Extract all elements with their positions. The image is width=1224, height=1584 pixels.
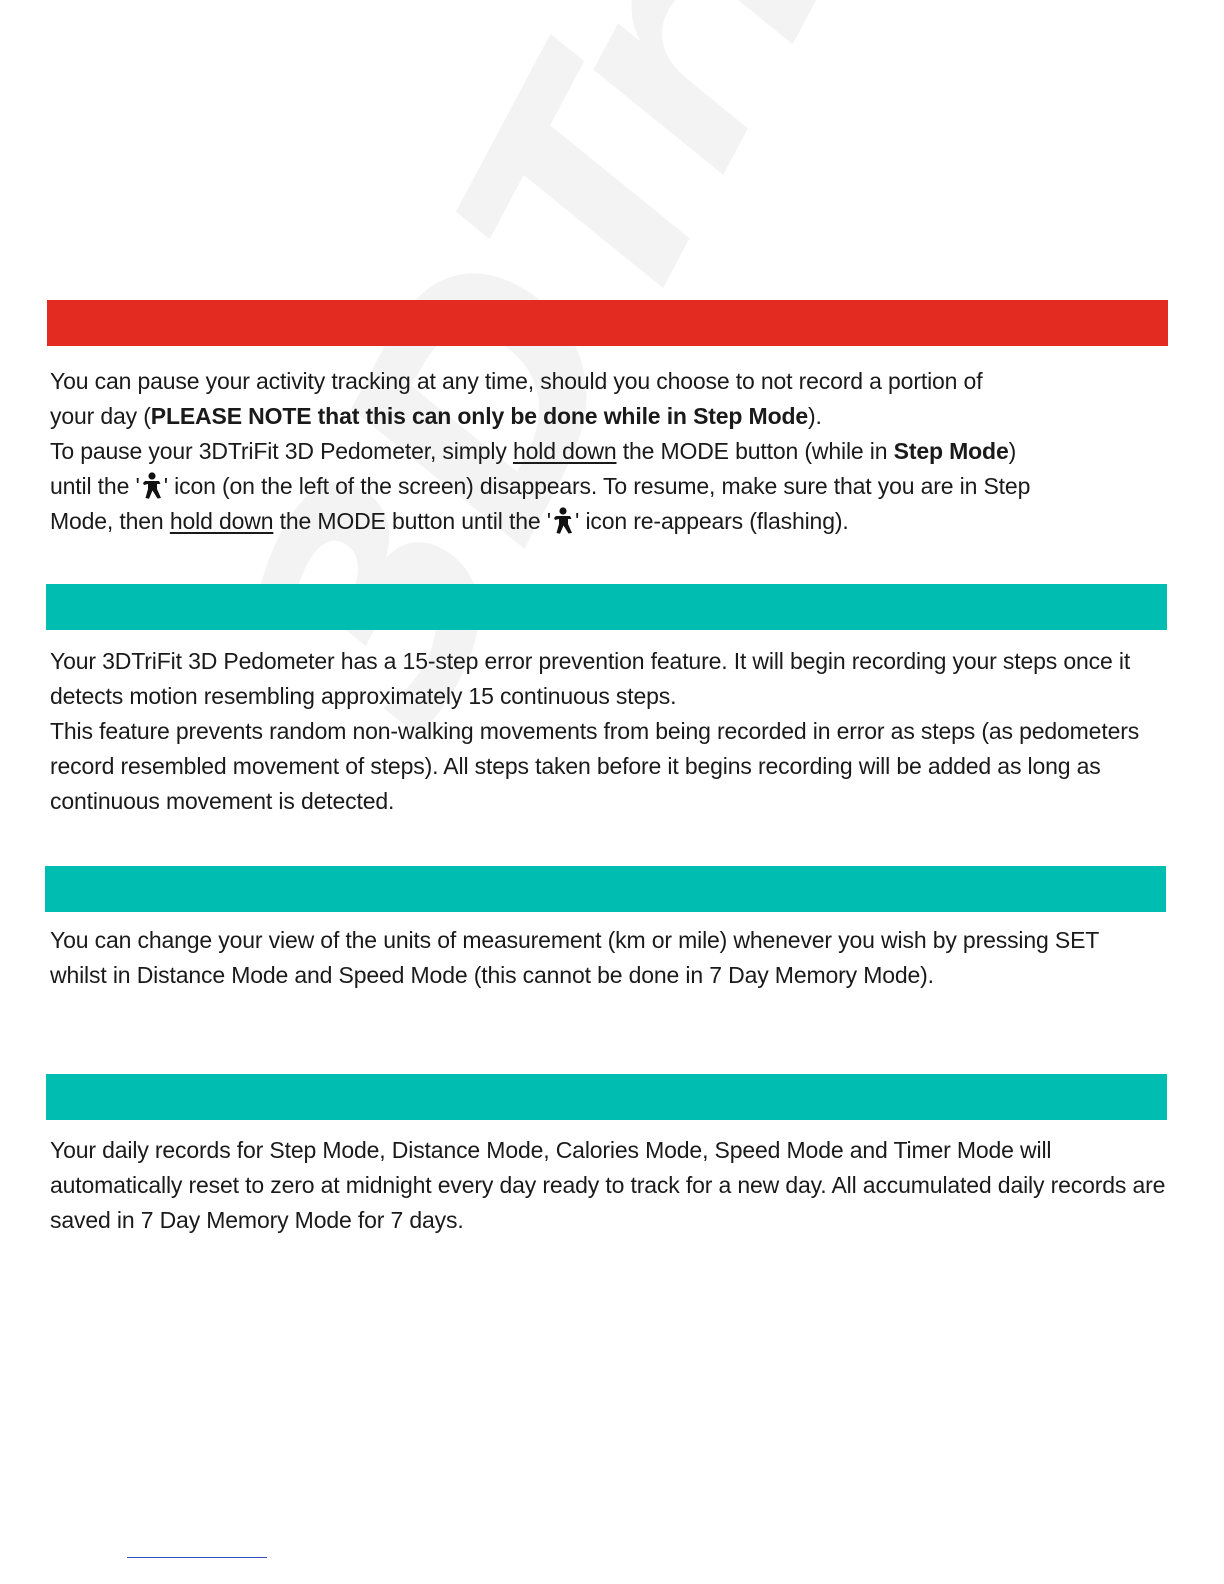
hold-down-underline-2: hold down (169, 508, 274, 534)
reset-paragraph: Your daily records for Step Mode, Distance Mode, Calories Mode, Speed Mode and Timer Mode will automatically reset to zero at midnight every day ready to track for a new day. All accumulated daily records are saved in 7 Day Memory Mode for 7 days. (50, 1137, 1166, 1233)
section-header-bar-units (45, 866, 1166, 912)
section-header-bar-reset (46, 1074, 1167, 1120)
footer-divider (127, 1557, 267, 1558)
error-prevention-paragraph: Your 3DTriFit 3D Pedometer has a 15-step error prevention feature. It will begin recording your steps once it detects motion resembling approximately 15 continuous steps. This feature prevents random non-walking movements from being recorded in error as steps (as pedometers record resembled movement of steps). All steps taken before it begins recording will be added as long as continuous movement is detected. (50, 648, 1140, 814)
pause-note-bold: PLEASE NOTE that this can only be done while in Step Mode (150, 403, 809, 429)
walking-person-icon (140, 472, 164, 500)
pause-line-1: You can pause your activity tracking at any time, should you choose to not record a portion of (50, 368, 983, 394)
step-mode-bold: Step Mode (893, 438, 1009, 464)
section-header-bar-pause (47, 300, 1168, 346)
section-header-bar-error-prevention (46, 584, 1167, 630)
walking-person-icon (551, 507, 575, 535)
hold-down-underline: hold down (512, 438, 617, 464)
pause-paragraph: You can pause your activity tracking at any time, should you choose to not record a portion of your day (PLEASE NOTE that this can only be done while in Step Mode). To pause your 3DTriFit 3D Pedometer, simply hold down the MODE button (while in Step Mode) until the ' ' icon (on the left of the screen) disappears. To resume, make sure that you are in Step Mode, then hold down the MODE button until the ' ' icon re-appears (flashing). (50, 368, 1031, 534)
units-paragraph: You can change your view of the units of measurement (km or mile) whenever you wish by pressing SET whilst in Distance Mode and Speed Mode (this cannot be done in 7 Day Memory Mode). (50, 927, 1099, 988)
